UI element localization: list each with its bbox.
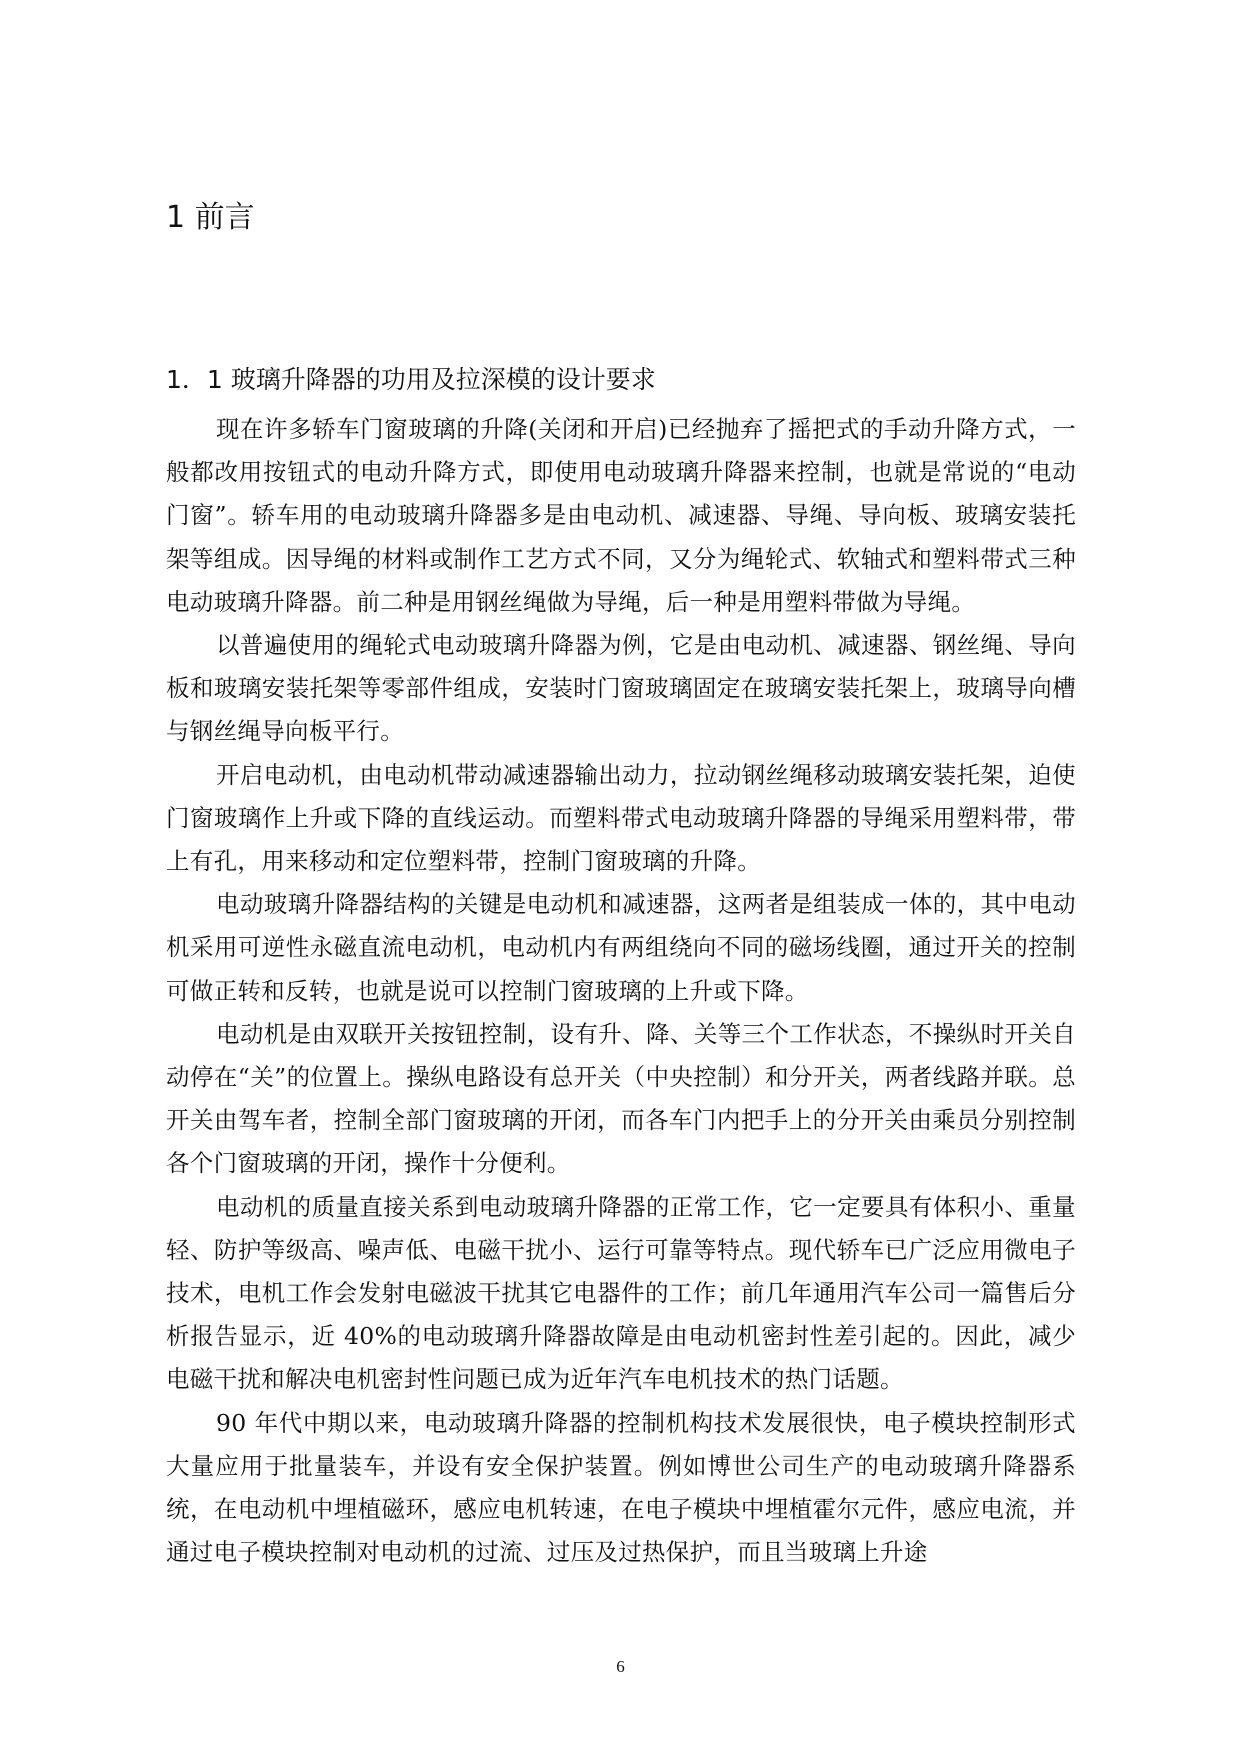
paragraph-1: 现在许多轿车门窗玻璃的升降(关闭和开启)已经抛弃了摇把式的手动升降方式，一般都改用按钮式的电动升降方式，即使用电动玻璃升降器来控制，也就是常说的“电动门窗”。轿车用的电动玻璃升降器多是由电动机、减速器、导绳、导向板、玻璃安装托架等组成。因导绳的材料或制作工艺方式不同，又分为绳轮式、软轴式和塑料带式三种电动玻璃升降器。前二种是用钢丝绳做为导绳，后一种是用塑料带做为导绳。 bbox=[166, 415, 1076, 616]
section-title: 1．1 玻璃升降器的功用及拉深模的设计要求 bbox=[166, 365, 656, 394]
paragraph-6: 电动机的质量直接关系到电动玻璃升降器的正常工作，它一定要具有体积小、重量轻、防护等级高、噪声低、电磁干扰小、运行可靠等特点。现代轿车已广泛应用微电子技术，电机工作会发射电磁波干扰其它电器件的工作；前几年通用汽车公司一篇售后分析报告显示，近 40%的电动玻璃升降器故障是由电动机密封性差引起的。因此，减少电磁干扰和解决电机密封性问题已成为近年汽车电机技术的热门话题。 bbox=[166, 1192, 1076, 1394]
paragraph-5: 电动机是由双联开关按钮控制，设有升、降、关等三个工作状态，不操纵时开关自动停在“关”的位置上。操纵电路设有总开关（中央控制）和分开关，两者线路并联。总开关由驾车者，控制全部门窗玻璃的开闭，而各车门内把手上的分开关由乘员分别控制各个门窗玻璃的开闭，操作十分便利。 bbox=[166, 1019, 1076, 1178]
chapter-title: 1 前言 bbox=[166, 200, 255, 235]
paragraph-2: 以普遍使用的绳轮式电动玻璃升降器为例，它是由电动机、减速器、钢丝绳、导向板和玻璃安装托架等零部件组成，安装时门窗玻璃固定在玻璃安装托架上，玻璃导向槽与钢丝绳导向板平行。 bbox=[166, 631, 1076, 746]
paragraph-7: 90 年代中期以来，电动玻璃升降器的控制机构技术发展很快，电子模块控制形式大量应用于批量装车，并设有安全保护装置。例如博世公司生产的电动玻璃升降器系统，在电动机中埋植磁环，感应电机转速，在电子模块中埋植霍尔元件，感应电流，并通过电子模块控制对电动机的过流、过压及过热保护，而且当玻璃上升途 bbox=[166, 1408, 1076, 1567]
body-text bbox=[166, 408, 1076, 1574]
paragraph-4: 电动玻璃升降器结构的关键是电动机和减速器，这两者是组装成一体的，其中电动机采用可逆性永磁直流电动机，电动机内有两组绕向不同的磁场线圈，通过开关的控制可做正转和反转，也就是说可以控制门窗玻璃的上升或下降。 bbox=[166, 890, 1076, 1005]
page-number: 6 bbox=[616, 1657, 625, 1676]
paragraph-3: 开启电动机，由电动机带动减速器输出动力，拉动钢丝绳移动玻璃安装托架，迫使门窗玻璃作上升或下降的直线运动。而塑料带式电动玻璃升降器的导绳采用塑料带，带上有孔，用来移动和定位塑料带，控制门窗玻璃的升降。 bbox=[166, 760, 1076, 876]
